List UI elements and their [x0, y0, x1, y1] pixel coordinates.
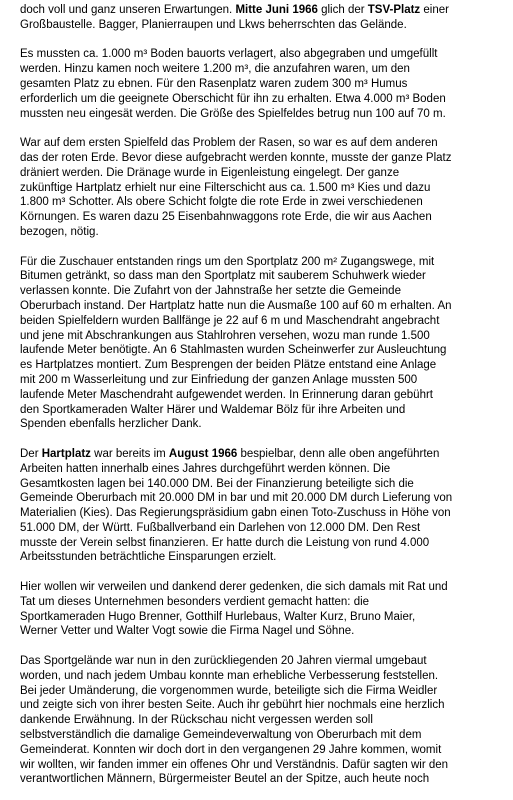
text-segment: musste der Verein selbst finanzieren. Er hatte durch die Leistung von rund 4.000 — [20, 536, 430, 549]
text-segment: zukünftige Hartplatz erhielt nur eine Filterschicht aus ca. 1.500 m³ Kies und dazu — [20, 181, 431, 194]
text-segment: verlassen konnte. Die Zufahrt von der Jahnstraße her setzte die Gemeinde — [20, 285, 401, 298]
text-segment: beiden Spielfeldern wurden Ballfänge je 22 auf 6 m und Maschendraht angebracht — [20, 314, 440, 327]
text-line — [20, 536, 513, 551]
text-segment: bezogen, nötig. — [20, 225, 99, 238]
text-line — [20, 373, 513, 388]
text-segment: gesamten Platz zu ebnen. Für den Rasenplatz waren zudem 300 m³ Humus — [20, 77, 408, 90]
text-segment: laufende Meter Maschendraht aufgewendet werden. In Erinnerung daran gebührt — [20, 388, 433, 401]
text-segment: bespielbar, denn alle oben angeführten — [237, 447, 440, 460]
text-line — [20, 684, 513, 699]
text-segment: Das Sportgelände war nun in den zurückliegenden 20 Jahren viermal umgebaut — [20, 655, 427, 668]
text-segment: dankende Erwähnung. In der Rückschau nicht vergessen werden soll — [20, 714, 373, 727]
paragraph — [20, 47, 513, 121]
text-segment: doch voll und ganz unseren Erwartungen. — [20, 4, 236, 16]
text-line — [20, 728, 513, 743]
text-line — [20, 210, 513, 225]
text-line — [20, 388, 513, 403]
text-segment: wir wollten, wir fanden immer ein offenes Ohr und Verständnis. Dafür sagten wir den — [20, 758, 449, 771]
text-line — [20, 195, 513, 210]
text-line — [20, 358, 513, 373]
text-line — [20, 225, 513, 240]
text-line — [20, 521, 513, 536]
text-line — [20, 329, 513, 344]
text-segment: Hier wollen wir verweilen und dankend derer gedenken, die sich damals mit Rat und — [20, 581, 448, 594]
text-line — [20, 299, 513, 314]
text-segment: Der — [20, 447, 42, 460]
paragraph — [20, 447, 513, 565]
text-line — [20, 92, 513, 107]
text-segment: Tat um dieses Unternehmen besonders verdient gemacht hatten: die — [20, 595, 370, 608]
text-segment: Für die Zuschauer entstanden rings um den Sportplatz 200 m² Zugangswege, mit — [20, 255, 435, 268]
text-segment: werden. Hinzu kamen noch weitere 1.200 m³, die anzufahren waren, um den — [20, 63, 410, 76]
text-segment: Spenden ebenfalls herzlicher Dank. — [20, 418, 202, 431]
text-segment: Körnungen. Es waren dazu 25 Eisenbahnwaggons rote Erde, die wir aus Aachen — [20, 211, 432, 224]
text-line — [20, 477, 513, 492]
text-line — [20, 3, 513, 18]
text-segment: Werner Vetter und Walter Vogt sowie die Firma Nagel und Söhne. — [20, 625, 355, 638]
text-segment: 51.000 DM, der Württ. Fußballverband ein Darlehen von 12.000 DM. Den Rest — [20, 521, 421, 534]
text-line — [20, 284, 513, 299]
text-segment: Bitumen getränkt, so dass man den Sportplatz mit sauberem Schuhwerk wieder — [20, 270, 426, 283]
text-line — [20, 343, 513, 358]
text-segment: War auf dem ersten Spielfeld das Problem der Rasen, so war es auf dem anderen — [20, 137, 438, 150]
text-line — [20, 18, 513, 33]
text-segment: Arbeitsstunden beträchtliche Einsparungen erzielt. — [20, 551, 277, 564]
text-line — [20, 77, 513, 92]
text-line — [20, 758, 513, 773]
paragraph — [20, 580, 513, 639]
text-line — [20, 698, 513, 713]
text-line — [20, 624, 513, 639]
bold-text: August 1966 — [168, 447, 238, 460]
text-segment: einer — [420, 4, 449, 16]
paragraph — [20, 3, 513, 33]
text-line — [20, 314, 513, 329]
text-line — [20, 506, 513, 521]
text-segment: 1.800 m³ Schotter. Als obere Schicht folgte die rote Erde in zwei verschiedenen — [20, 196, 423, 209]
bold-text: Mitte Juni 1966 — [235, 4, 318, 16]
text-segment: dräniert werden. Die Dränage wurde in Eigenleistung eingelegt. Der ganze — [20, 166, 400, 179]
text-segment: Es mussten ca. 1.000 m³ Boden bauorts verlagert, also abgegraben und umgefüllt — [20, 48, 438, 61]
text-line — [20, 107, 513, 122]
text-line — [20, 403, 513, 418]
text-line — [20, 743, 513, 758]
text-segment: Sportkameraden Hugo Brenner, Gotthilf Hurlebaus, Walter Kurz, Bruno Maier, — [20, 610, 416, 623]
text-segment: war bereits im — [90, 447, 169, 460]
text-segment: Arbeiten hatten innerhalb eines Jahres durchgeführt werden können. Die — [20, 462, 391, 475]
text-line — [20, 269, 513, 284]
text-segment: mit 200 m Wasserleitung und zur Einfriedung der ganzen Anlage mussten 500 — [20, 373, 418, 386]
bold-text: Hartplatz — [41, 447, 91, 460]
text-line — [20, 491, 513, 506]
text-line — [20, 62, 513, 77]
text-segment: und zeigte sich von ihrer besten Seite. Auch ihr gebührt hier nochmals eine herzlich — [20, 699, 445, 712]
text-line — [20, 136, 513, 151]
text-line — [20, 47, 513, 62]
text-line — [20, 610, 513, 625]
text-line — [20, 580, 513, 595]
text-line — [20, 550, 513, 565]
text-segment: Gemeinde Oberurbach mit 20.000 DM in bar und mit 20.000 DM durch Lieferung von — [20, 492, 453, 505]
text-segment: Oberurbach instand. Der Hartplatz hatte nun die Ausmaße 100 auf 60 m erhalten. An — [20, 299, 452, 312]
text-segment: worden, und nach jedem Umbau konnte man erhebliche Verbesserung feststellen. — [20, 669, 439, 682]
text-segment: das der roten Erde. Bevor diese aufgebracht werden konnte, musste der ganze Platz — [20, 151, 452, 164]
text-line — [20, 181, 513, 196]
text-line — [20, 713, 513, 728]
text-segment: Gemeinderat. Konnten wir doch dort in den vergangenen 29 Jahre kommen, womit — [20, 743, 442, 756]
text-segment: erforderlich um die geeignete Oberschicht für ihn zu erhalten. Etwa 4.000 m³ Boden — [20, 92, 446, 105]
text-segment: verantwortlichen Männern, Bürgermeister Beutel an der Spitze, auch heute noch — [20, 773, 430, 786]
paragraph — [20, 654, 513, 787]
text-line — [20, 255, 513, 270]
bold-text: TSV-Platz — [367, 4, 421, 16]
text-line — [20, 151, 513, 166]
text-line — [20, 654, 513, 669]
text-segment: Großbaustelle. Bagger, Planierraupen und Lkws beherrschten das Gelände. — [20, 18, 407, 31]
text-line — [20, 595, 513, 610]
text-segment: und jene mit Abschrankungen aus Stahlrohren versehen, wozu man runde 1.500 — [20, 329, 430, 342]
paragraph — [20, 255, 513, 433]
text-line — [20, 462, 513, 477]
text-segment: glich der — [317, 4, 368, 16]
text-line — [20, 417, 513, 432]
text-line — [20, 772, 513, 787]
text-segment: selbstverständlich die damalige Gemeindeverwaltung von Oberurbach mit dem — [20, 729, 422, 742]
text-segment: mussten neu eingesät werden. Die Größe des Spielfeldes betrug nun 100 auf 70 m. — [20, 107, 446, 120]
text-segment: Bei jeder Umänderung, die vorgenommen wurde, beteiligte sich die Firma Weidler — [20, 684, 438, 697]
text-segment: Gesamtkosten lagen bei 140.000 DM. Bei der Finanzierung beteiligte sich die — [20, 477, 414, 490]
text-line — [20, 447, 513, 462]
text-segment: den Sportkameraden Walter Härer und Waldemar Bölz für ihre Arbeiten und — [20, 403, 406, 416]
text-line — [20, 166, 513, 181]
text-segment: Materialien (Kies). Das Regierungspräsidium gabn einen Toto-Zuschuss in Höhe von — [20, 507, 451, 520]
text-segment: laufende Meter benötigte. An 6 Stahlmasten wurden Scheinwerfer zur Ausleuchtung — [20, 344, 447, 357]
paragraph — [20, 136, 513, 240]
text-line — [20, 669, 513, 684]
text-segment: es Hartplatzes montiert. Zum Besprengen der beiden Plätze entstand eine Anlage — [20, 359, 437, 372]
